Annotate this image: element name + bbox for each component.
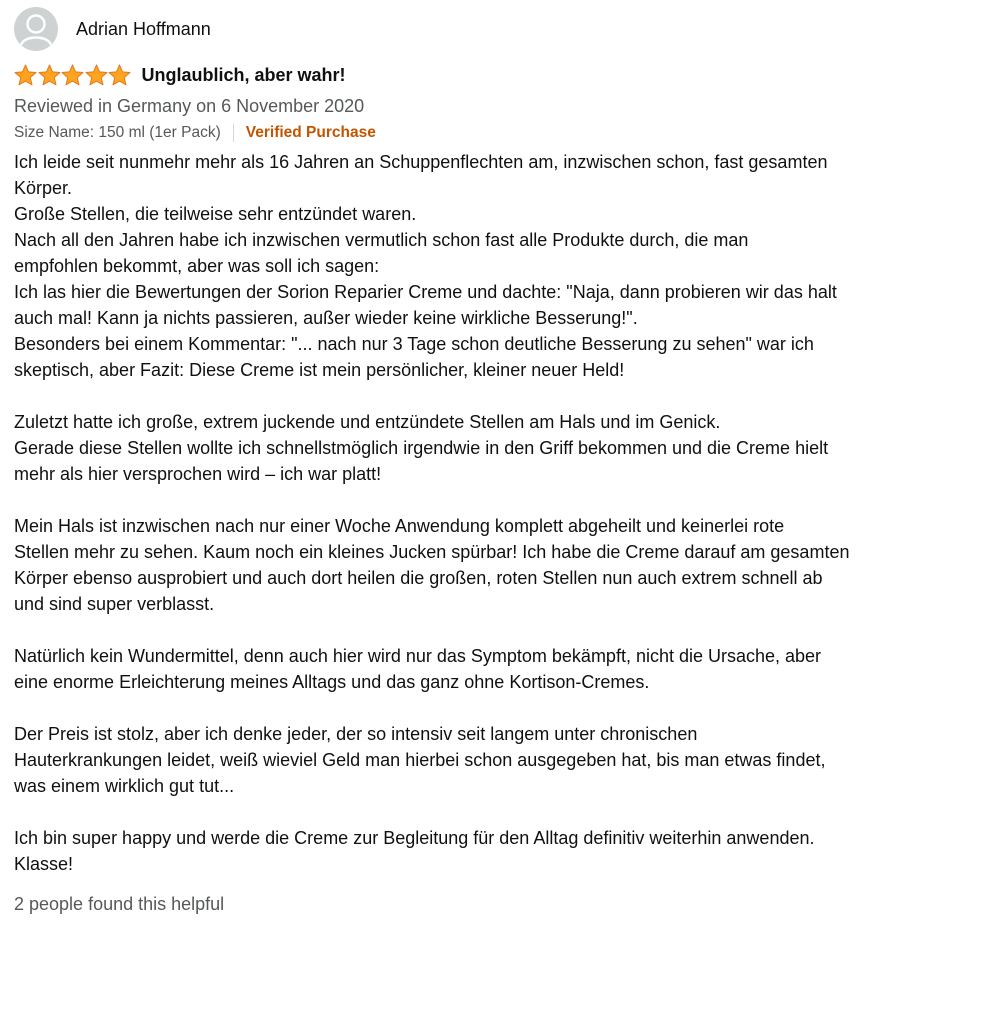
review-paragraph: Natürlich kein Wundermittel, denn auch hier wird nur das Symptom bekämpft, nicht die Ursache, aber eine enorme Erleichterung meines Alltags und das ganz ohne Kortison-Cremes. (14, 646, 822, 692)
review-title[interactable]: Unglaublich, aber wahr! (141, 64, 346, 85)
review-format-row (14, 121, 981, 145)
divider (233, 124, 234, 142)
review-title-row (14, 60, 981, 90)
star-rating[interactable] (14, 64, 132, 86)
verified-purchase-badge: Verified Purchase (245, 124, 376, 141)
avatar-icon[interactable] (14, 7, 58, 51)
review-paragraph: Der Preis ist stolz, aber ich denke jeder, der so intensiv seit langem unter chronischen Hauterkrankungen leidet, weiß wieviel Geld man hierbei schon ausgegeben hat, bis man etwas findet, was einem wirklich gut tut... (14, 724, 826, 796)
size-name[interactable]: Size Name: 150 ml (1er Pack) (14, 124, 221, 141)
reviewer-name[interactable]: Adrian Hoffmann (76, 18, 211, 39)
reviewer-profile[interactable] (14, 6, 981, 52)
review-paragraph: Ich bin super happy und werde die Creme zur Begleitung für den Alltag definitiv weiterhin anwenden. Klasse! (14, 828, 815, 874)
review-date: Reviewed in Germany on 6 November 2020 (14, 96, 365, 116)
star-icon (108, 64, 131, 86)
star-icon (38, 64, 61, 86)
review-paragraph: Ich leide seit nunmehr mehr als 16 Jahren an Schuppenflechten am, inzwischen schon, fast gesamten Körper. Große Stellen, die teilweise sehr entzündet waren. Nach all den Jahren habe ich inzwischen vermutlich schon fast alle Produkte durch, die man empfohlen bekommt, aber was soll ich sagen: Ich las hier die Bewertungen der Sorion Reparier Creme und dachte: "Naja, dann probieren wir das halt auch mal! Kann ja nichts passieren, außer wieder keine wirkliche Besserung!". Besonders bei einem Kommentar: "... nach nur 3 Tage schon deutliche Besserung zu sehen" war ich skeptisch, aber Fazit: Diese Creme ist mein persönlicher, kleiner neuer Held! (14, 152, 837, 380)
star-icon (14, 64, 37, 86)
star-icon (61, 64, 84, 86)
helpful-count: 2 people found this helpful (14, 894, 225, 914)
review-body (14, 149, 981, 877)
star-icon (85, 64, 108, 86)
review-paragraph: Mein Hals ist inzwischen nach nur einer Woche Anwendung komplett abgeheilt und keinerlei rote Stellen mehr zu sehen. Kaum noch ein kleines Jucken spürbar! Ich habe die Creme darauf am gesamten Körper ebenso ausprobiert und auch dort heilen die großen, roten Stellen nun auch extrem schnell ab und sind super verblasst. (14, 516, 850, 614)
review-paragraph: Zuletzt hatte ich große, extrem juckende und entzündete Stellen am Hals und im Genick. Gerade diese Stellen wollte ich schnellstmöglich irgendwie in den Griff bekommen und die Creme hielt mehr als hier versprochen wird – ich war platt! (14, 412, 829, 484)
